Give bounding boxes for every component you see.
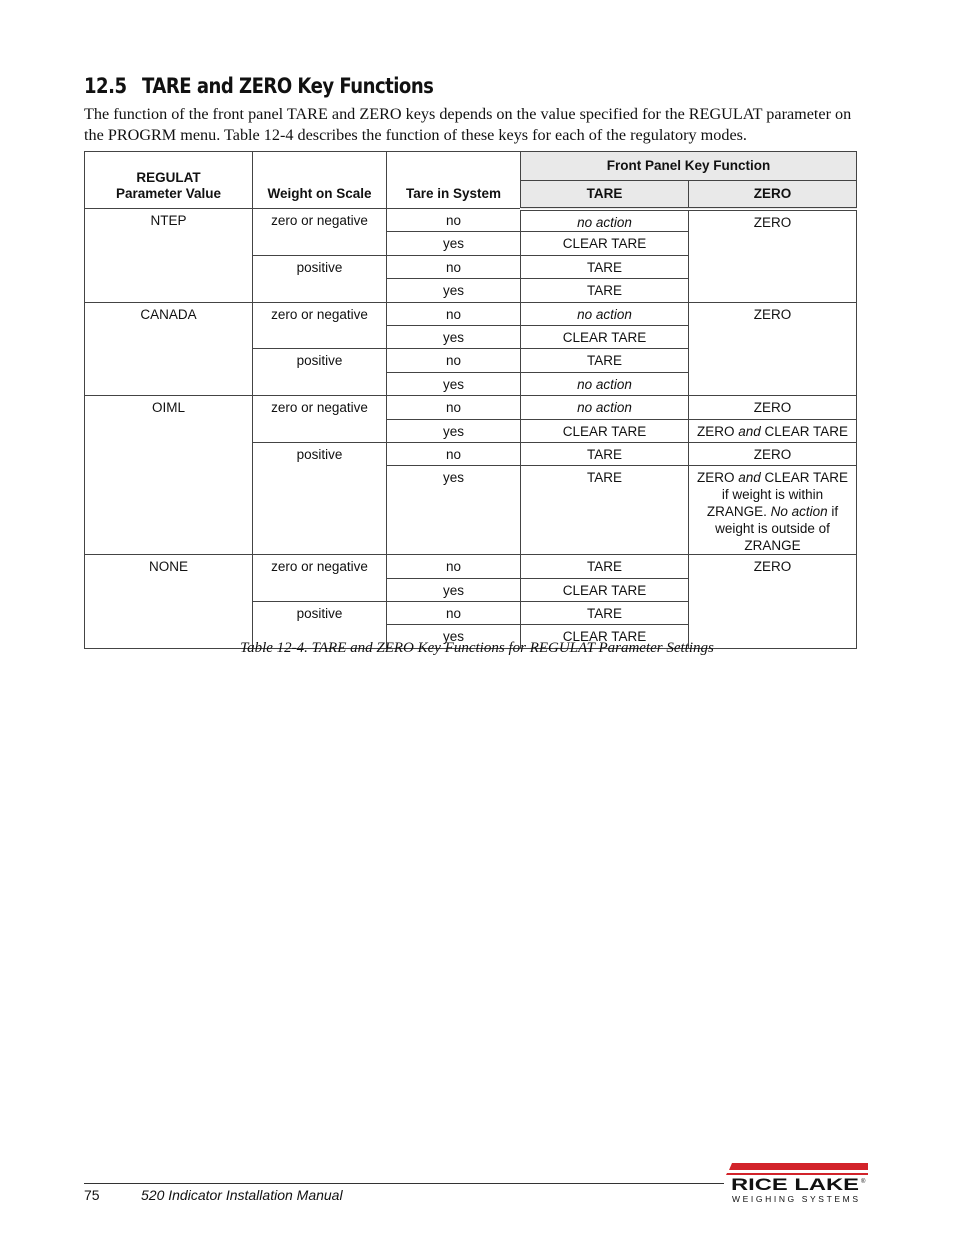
weight-cell: positive [253,602,387,649]
tare-key-cell: CLEAR TARE [521,625,689,648]
tare-in-system-cell: no [387,442,521,465]
header-zero: ZERO [689,181,857,209]
tare-key-cell: no action [521,302,689,325]
zero-key-cell: ZERO [689,442,857,465]
regulat-cell: NTEP [85,209,253,303]
tare-key-cell: CLEAR TARE [521,232,689,255]
table-caption: Table 12-4. TARE and ZERO Key Functions for REGULAT Parameter Settings [240,640,714,656]
tare-key-cell: TARE [521,466,689,555]
tare-key-cell: CLEAR TARE [521,578,689,601]
tare-in-system-cell: no [387,302,521,325]
weight-cell: positive [253,442,387,554]
tare-in-system-cell: no [387,602,521,625]
logo-registered-mark: ® [861,1179,866,1185]
tare-in-system-cell: no [387,555,521,578]
weight-cell: zero or negative [253,555,387,602]
tare-in-system-cell: yes [387,625,521,648]
rice-lake-logo [726,1163,868,1205]
tare-key-cell: CLEAR TARE [521,419,689,442]
footer-rule [84,1183,724,1184]
tare-in-system-cell: yes [387,372,521,395]
tare-key-cell: TARE [521,442,689,465]
logo-tagline: WEIGHING SYSTEMS [732,1194,858,1204]
table-row [85,302,857,325]
tare-key-cell: TARE [521,602,689,625]
tare-in-system-cell: no [387,349,521,372]
table-row [85,209,857,232]
tare-key-cell: no action [521,372,689,395]
section-title: TARE and ZERO Key Functions [141,74,434,98]
tare-key-cell: TARE [521,255,689,278]
tare-in-system-cell: no [387,209,521,232]
header-front-panel-key-function: Front Panel Key Function [521,152,857,181]
tare-key-cell: CLEAR TARE [521,325,689,348]
weight-cell: zero or negative [253,302,387,349]
regulat-cell: CANADA [85,302,253,396]
weight-cell: zero or negative [253,396,387,443]
header-tare: TARE [521,181,689,209]
header-tare-in-system: Tare in System [387,152,521,209]
tare-in-system-cell: yes [387,279,521,302]
weight-cell: zero or negative [253,209,387,256]
tare-in-system-cell: yes [387,325,521,348]
zero-key-cell: ZERO [689,302,857,396]
regulat-cell: NONE [85,555,253,649]
logo-red-band [729,1163,868,1170]
tare-in-system-cell: no [387,255,521,278]
manual-title: 520 Indicator Installation Manual [141,1187,343,1203]
tare-in-system-cell: yes [387,466,521,555]
tare-key-cell: TARE [521,279,689,302]
tare-in-system-cell: yes [387,578,521,601]
zero-key-cell: ZERO [689,396,857,419]
tare-key-cell: TARE [521,349,689,372]
header-weight-on-scale: Weight on Scale [253,152,387,209]
section-number: 12.5 [84,74,127,98]
tare-key-cell: no action [521,396,689,419]
zero-key-cell: ZERO [689,555,857,649]
intro-paragraph: The function of the front panel TARE and ZERO keys depends on the value specified for the REGULAT parameter on the PROGRM menu. Table 12-4 describes the function of these keys for each of the regulatory modes. [84,105,852,144]
table-row [85,555,857,578]
zero-key-cell: ZERO [689,209,857,303]
logo-wordmark: RICE LAKE [731,1175,859,1194]
tare-in-system-cell: yes [387,232,521,255]
page-number: 75 [84,1187,100,1203]
zero-key-cell: ZERO and CLEAR TARE if weight is within ZRANGE. No action if weight is outside of ZRANGE [689,466,857,555]
tare-in-system-cell: yes [387,419,521,442]
regulat-cell: OIML [85,396,253,555]
tare-key-cell: no action [521,209,689,232]
section-heading [84,74,433,98]
weight-cell: positive [253,255,387,302]
weight-cell: positive [253,349,387,396]
table-row [85,396,857,419]
header-regulat: REGULAT Parameter Value [85,152,253,209]
zero-key-cell: ZERO and CLEAR TARE [689,419,857,442]
tare-in-system-cell: no [387,396,521,419]
tare-key-cell: TARE [521,555,689,578]
key-function-table [84,151,857,649]
